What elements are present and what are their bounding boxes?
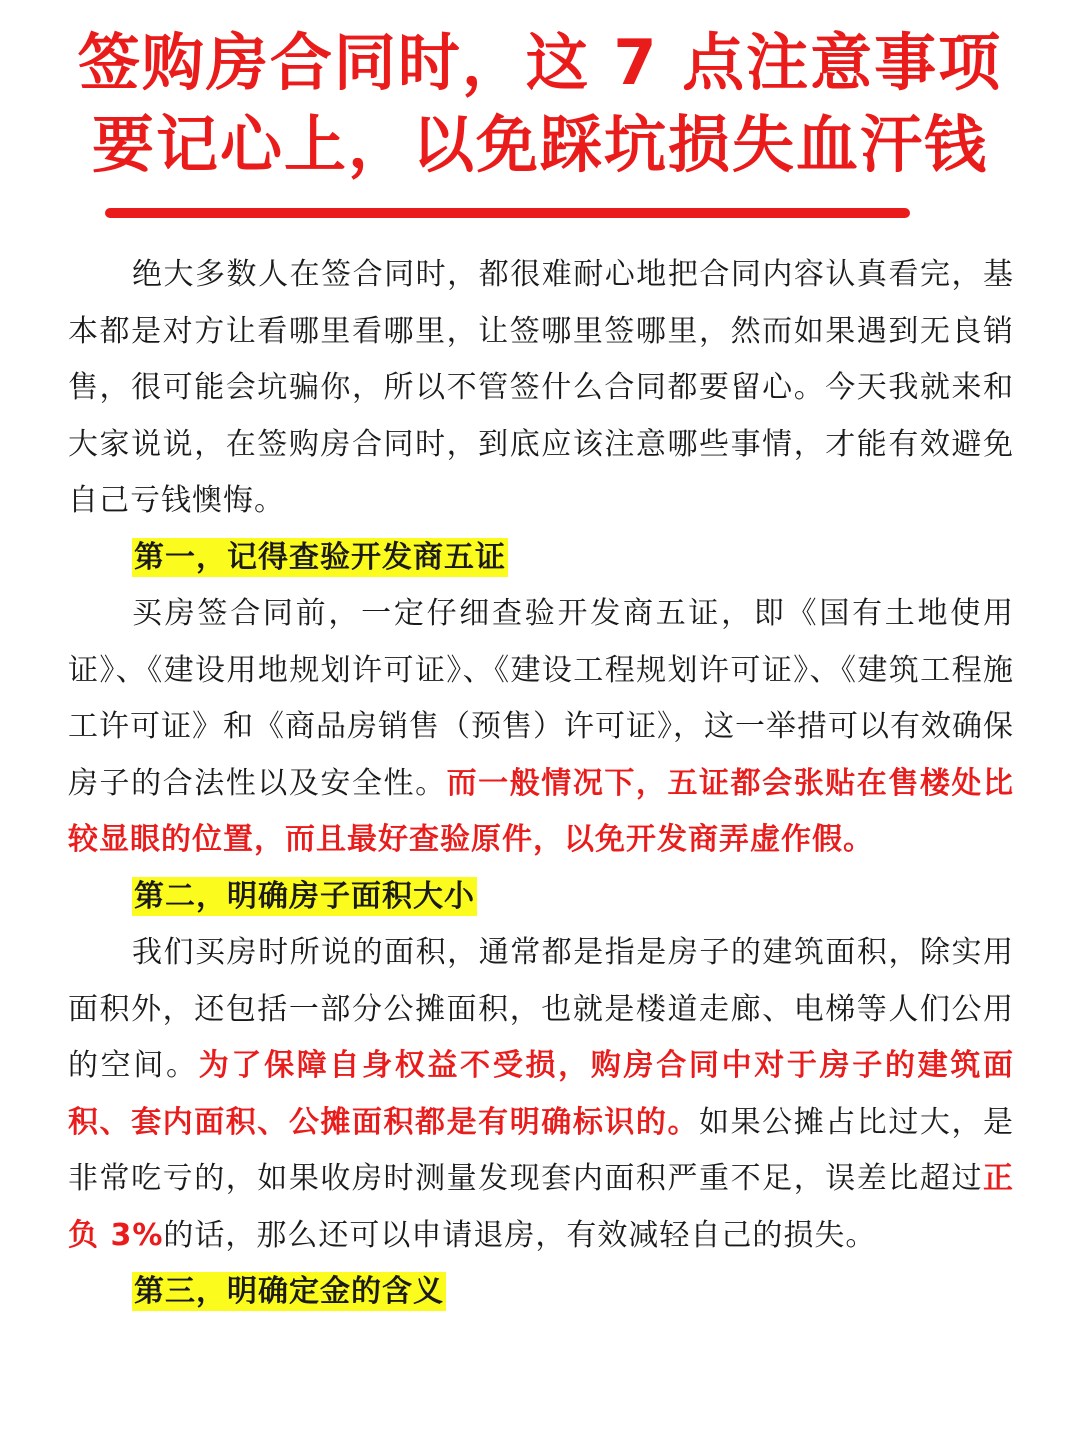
section-2-emphasis-1: 为了保障自身权益不受损，购房合同中对于房子的建筑面积、套内面积、公摊面积都是有明确标识的。 bbox=[68, 1048, 1015, 1140]
title-line-1: 签购房合同时，这 7 点注意事项 bbox=[77, 26, 1003, 99]
section-2-text-3: 的话，那么还可以申请退房，有效减轻自己的损失。 bbox=[163, 1217, 877, 1253]
section-1-text: 买房签合同前，一定仔细查验开发商五证，即《国有土地使用证》、《建设用地规划许可证》、《建设工程规划许可证》、《建筑工程施工许可证》和《商品房销售（预售）许可证》，这一举措可以有效确保房子的合法性以及安全性。 bbox=[68, 596, 1014, 801]
section-3-heading bbox=[68, 1264, 1014, 1321]
section-2-text-2: 如果公摊占比过大，是非常吃亏的，如果收房时测量发现套内面积严重不足，误差比超过 bbox=[68, 1104, 1015, 1196]
intro-paragraph: 绝大多数人在签合同时，都很难耐心地把合同内容认真看完，基本都是对方让看哪里看哪里，让签哪里签哪里，然而如果遇到无良销售，很可能会坑骗你，所以不管签什么合同都要留心。今天我就来和大家说说，在签购房合同时，到底应该注意哪些事情，才能有效避免自己亏钱懊悔。 bbox=[68, 257, 1014, 518]
section-2-text-1: 我们买房时所说的面积，通常都是指是房子的建筑面积，除实用面积外，还包括一部分公摊面积，也就是楼道走廊、电梯等人们公用的空间。 bbox=[68, 935, 1014, 1083]
section-1-heading bbox=[68, 530, 1014, 587]
section-2-emphasis-2: 正负 3% bbox=[68, 1161, 1014, 1253]
section-1-heading-text: 第一，记得查验开发商五证 bbox=[134, 539, 506, 575]
title-divider bbox=[105, 208, 910, 218]
section-2-paragraph bbox=[68, 925, 1014, 1264]
article-body bbox=[68, 247, 1014, 1321]
section-3-heading-text: 第三，明确定金的含义 bbox=[134, 1274, 444, 1309]
article-title bbox=[0, 22, 1080, 186]
section-1-paragraph bbox=[68, 586, 1014, 869]
section-2-heading-text: 第二，明确房子面积大小 bbox=[134, 878, 475, 914]
title-line-2: 要记心上，以免踩坑损失血汗钱 bbox=[91, 108, 988, 181]
section-2-heading bbox=[68, 869, 1014, 926]
section-1-emphasis: 而一般情况下，五证都会张贴在售楼处比较显眼的位置，而且最好查验原件，以免开发商弄虚作假。 bbox=[68, 765, 1015, 857]
